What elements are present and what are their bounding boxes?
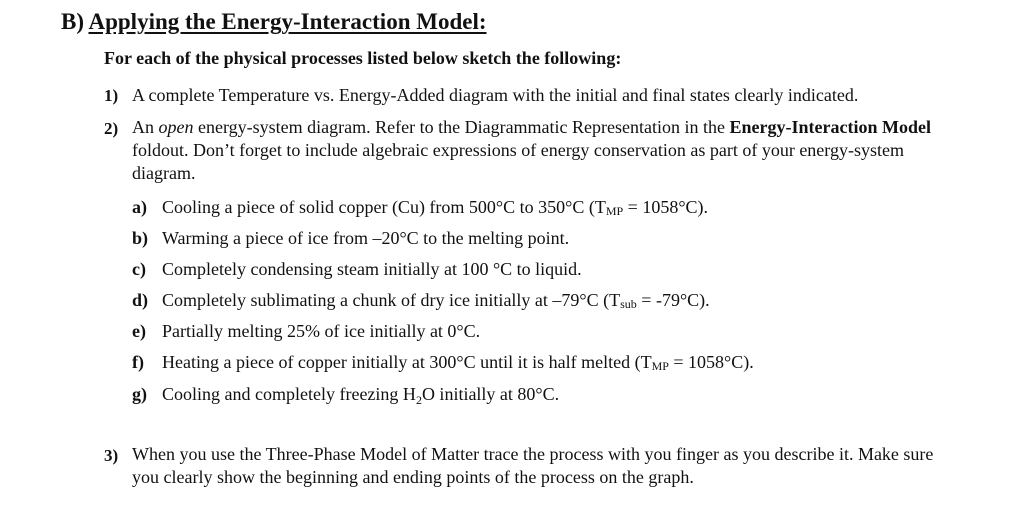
section-title-text: Applying the Energy-Interaction Model: bbox=[88, 9, 487, 34]
subitem-text: Cooling a piece of solid copper (Cu) from 500°C to 350°C (T bbox=[162, 197, 606, 217]
subitem-text: Completely sublimating a chunk of dry ice initially at –79°C (T bbox=[162, 290, 621, 310]
instruction-heading: For each of the physical processes listed below sketch the following: bbox=[104, 48, 622, 68]
subscript: MP bbox=[651, 359, 669, 373]
item-number: 2) bbox=[104, 119, 119, 138]
subitem-text-end: = 1058°C). bbox=[623, 197, 709, 217]
subitem-text: Completely condensing steam initially at 100 °C to liquid. bbox=[162, 259, 582, 279]
subscript: 2 bbox=[415, 393, 422, 407]
subitem-d bbox=[132, 290, 710, 311]
subscript: MP bbox=[605, 204, 624, 218]
item-2-open: open bbox=[158, 117, 194, 137]
subitem-letter: e) bbox=[132, 321, 146, 341]
section-prefix: B) bbox=[61, 9, 89, 34]
subitem-text: Partially melting 25% of ice initially at 0°C. bbox=[162, 321, 481, 341]
subitem-letter: d) bbox=[132, 290, 149, 310]
subitem-letter: c) bbox=[132, 259, 146, 279]
subitem-text: Heating a piece of copper initially at 300°C until it is half melted (T bbox=[162, 352, 652, 372]
item-number: 3) bbox=[104, 446, 119, 465]
subitem-e bbox=[132, 321, 480, 342]
subitem-letter: f) bbox=[132, 352, 144, 372]
subitem-letter: b) bbox=[132, 228, 149, 248]
subscript: sub bbox=[620, 297, 637, 311]
subitem-text-end: O initially at 80°C. bbox=[421, 384, 560, 404]
subitem-letter: g) bbox=[132, 384, 147, 404]
item-2-model-name: Energy-Interaction Model bbox=[729, 117, 931, 137]
item-2-text-c: foldout. Don’t forget to include algebraic expressions of energy conservation as part of your energy-system diagram. bbox=[132, 140, 904, 183]
item-3-text: When you use the Three-Phase Model of Matter trace the process with you finger as you describe it. Make sure you clearly show the beginning and ending points of the process on the graph. bbox=[132, 444, 934, 487]
subitem-text-end: = 1058°C). bbox=[668, 352, 754, 372]
subitem-letter: a) bbox=[132, 197, 147, 217]
item-2-text-b: energy-system diagram. Refer to the Diagrammatic Representation in the bbox=[193, 117, 730, 137]
item-1-text: A complete Temperature vs. Energy-Added diagram with the initial and final states clearly indicated. bbox=[132, 85, 859, 105]
item-2-text bbox=[132, 116, 952, 185]
subitem-text: Warming a piece of ice from –20°C to the melting point. bbox=[162, 228, 570, 248]
section-title bbox=[61, 9, 487, 35]
subitem-text: Cooling and completely freezing H bbox=[162, 384, 416, 404]
subitem-c bbox=[132, 259, 582, 280]
subitem-f bbox=[132, 352, 754, 373]
subitem-text-end: = -79°C). bbox=[636, 290, 710, 310]
item-number: 1) bbox=[104, 86, 119, 105]
subitem-a bbox=[132, 197, 708, 218]
subitem-g bbox=[132, 384, 559, 405]
subitem-b bbox=[132, 228, 569, 249]
item-2-text-a: An bbox=[132, 117, 159, 137]
